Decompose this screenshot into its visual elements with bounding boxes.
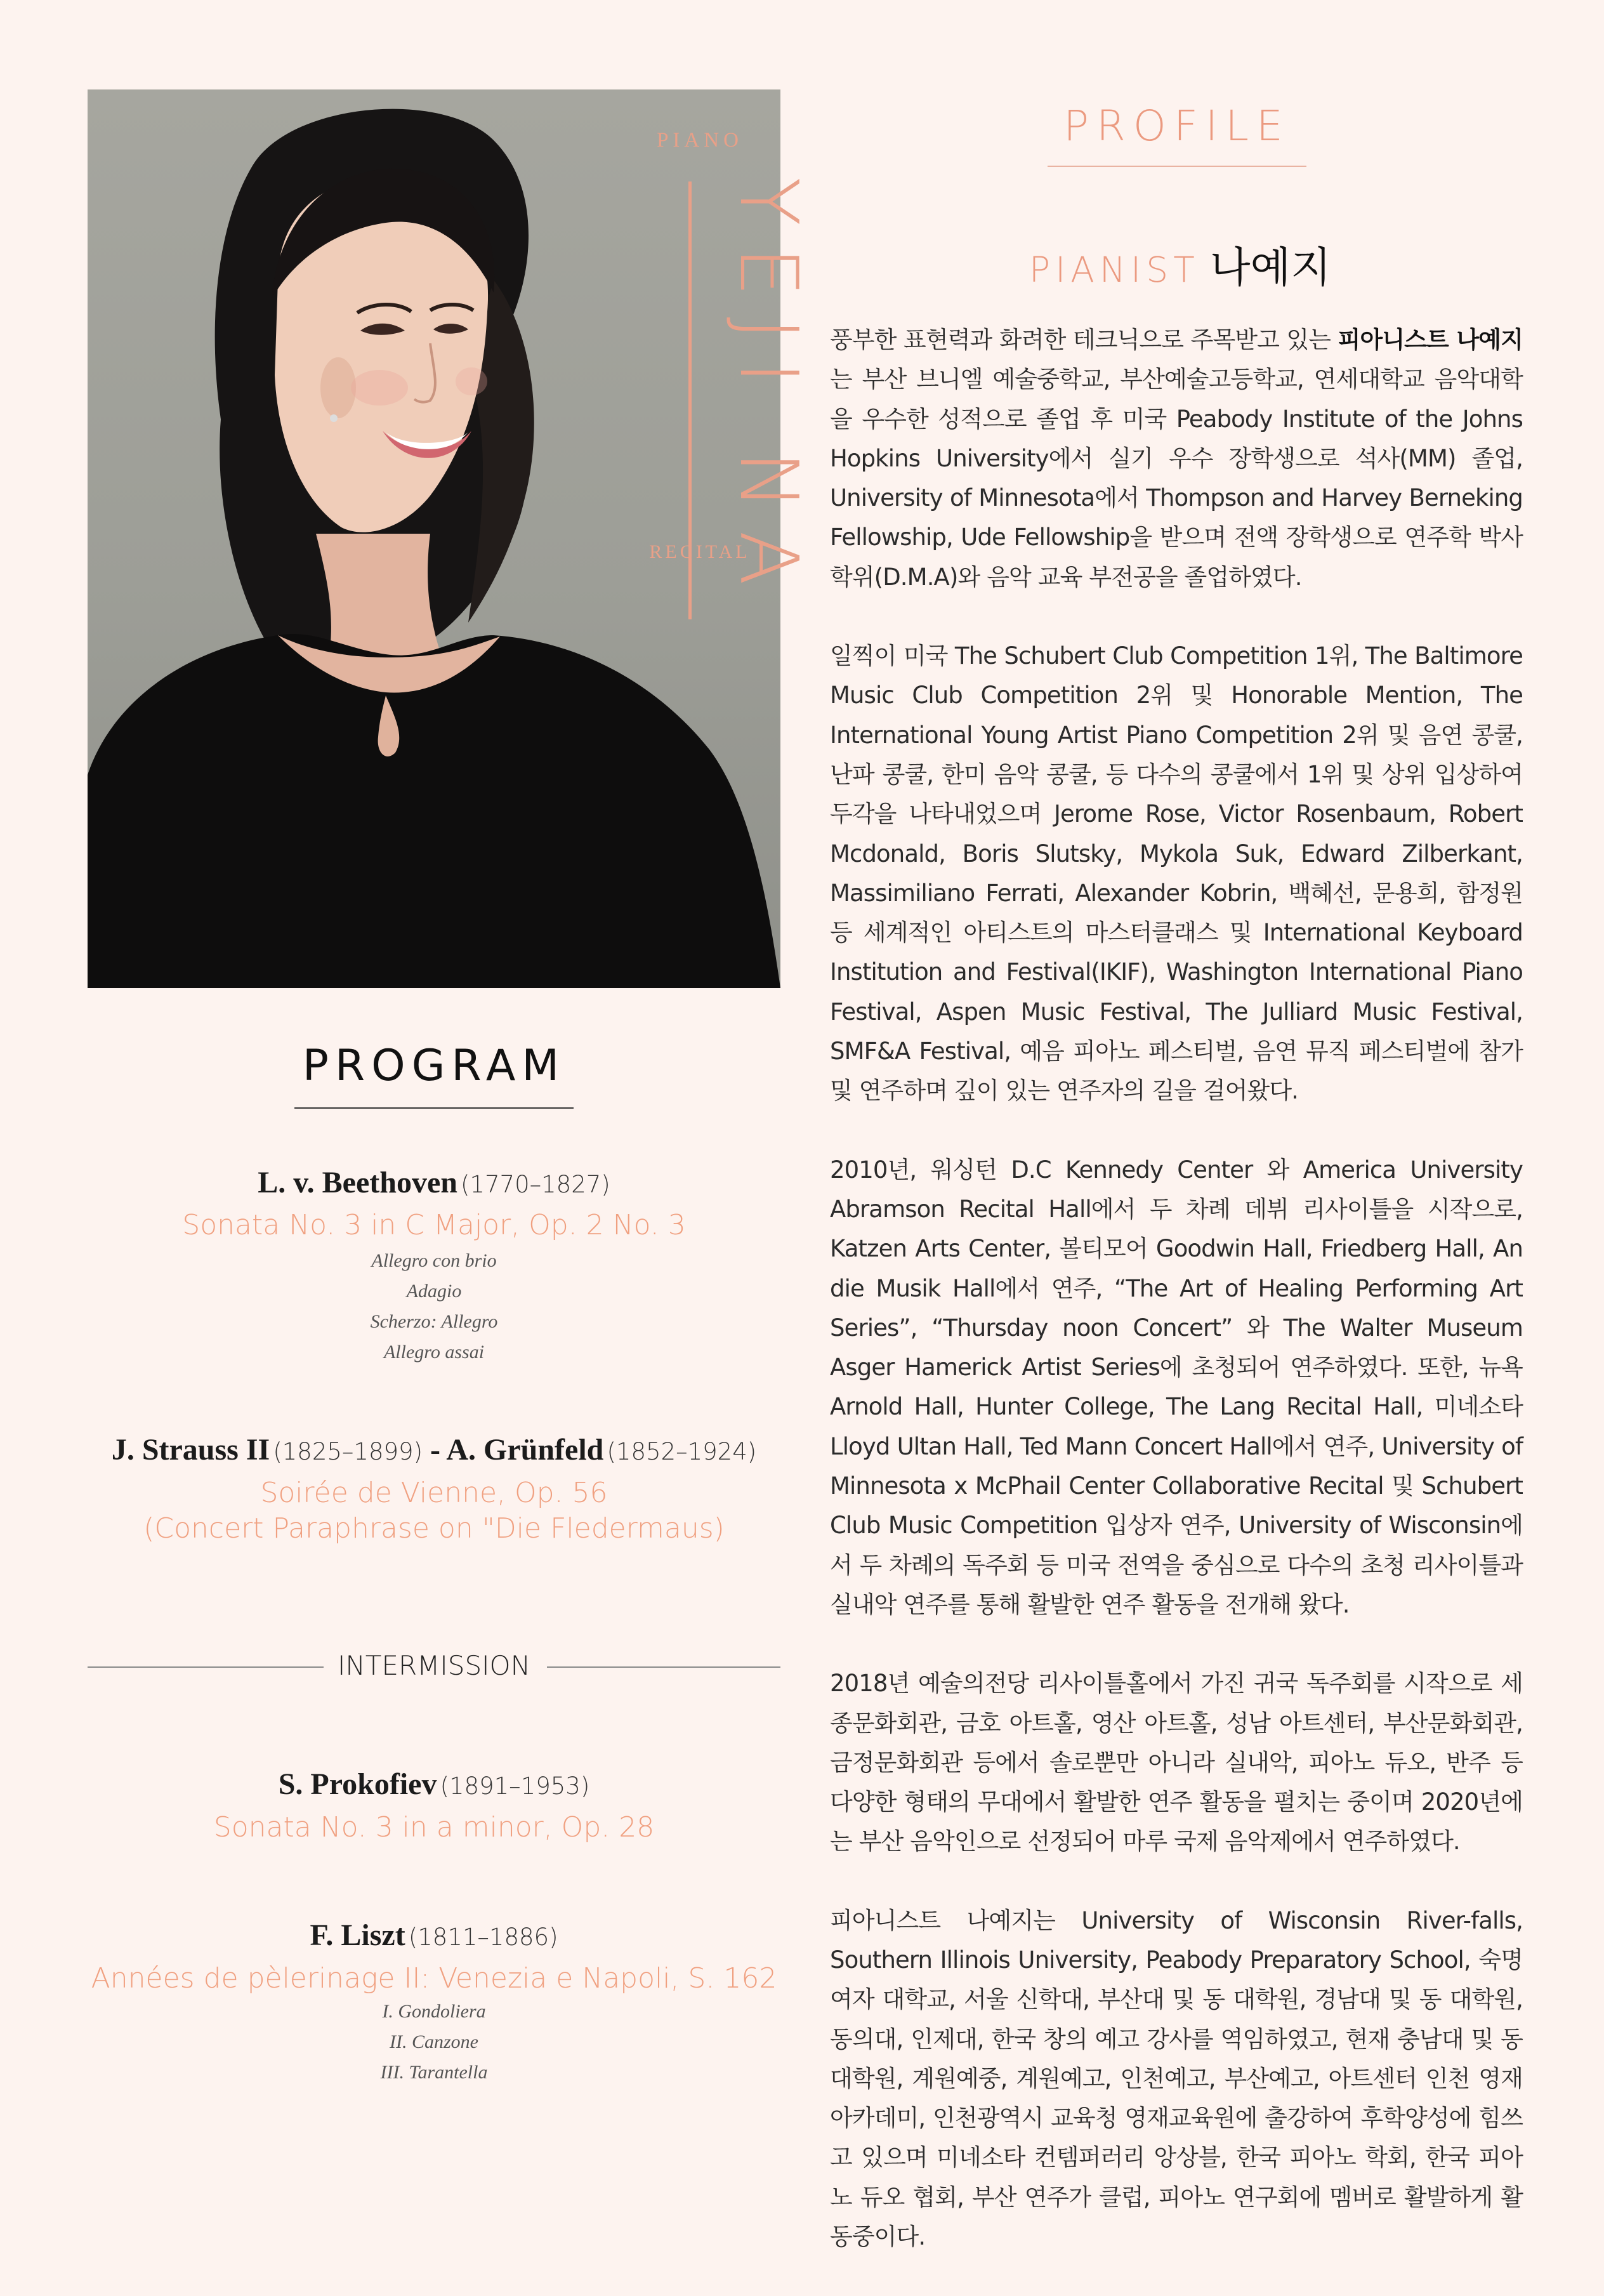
recital-label: RECITAL: [649, 541, 751, 562]
pianist-photo: [88, 89, 815, 988]
piano-label: PIANO: [657, 129, 743, 152]
piece-prokofiev: [88, 1765, 780, 1845]
bio-paragraph: [830, 320, 1523, 597]
piece-strauss-grunfeld: [88, 1431, 780, 1547]
bio-paragraph: 2010년, 워싱턴 D.C Kennedy Center 와 America University Abramson Recital Hall에서 두 차례 데뷔 리사이틀을 시작으로, Katzen Arts Center, 볼티모어 Goodwin Hall, Friedberg Hall, An die Musik Hall에서 연주, “The Art of Healing Performing Art Series”, “Thursday noon Concert” 와 The Walter Museum Asger Hamerick Artist Series에 초청되어 연주하였다. 또한, 뉴욕 Arnold Hall, Hunter College, The Lang Recital Hall, 미네소타 Lloyd Ultan Hall, Ted Mann Concert Hall에서 연주, University of Minnesota x McPhail Center Collaborative Recital 및 Schubert Club Music Competition 입상자 연주, University of Wisconsin에서 두 차례의 독주회 등 미국 전역을 중심으로 다수의 초청 리사이틀과 실내악 연주를 통해 활발한 연주 활동을 전개해 왔다.: [830, 1156, 1523, 1618]
program-title: PROGRAM: [302, 1041, 566, 1091]
profile-divider: [1048, 166, 1306, 167]
work-title: Soirée de Vienne, Op. 56: [260, 1477, 608, 1509]
movement: II. Canzone: [390, 2031, 478, 2052]
composer-name-2: A. Grünfeld: [446, 1433, 604, 1467]
biography: [830, 320, 1523, 2296]
pianist-name-vertical: YEJI NA: [722, 177, 815, 606]
bio-paragraph: 2018년 예술의전당 리사이틀홀에서 가진 귀국 독주회를 시작으로 세종문화회관, 금호 아트홀, 영산 아트홀, 성남 아트센터, 부산문화회관, 금정문화회관 등에서 솔로뿐만 아니라 실내악, 피아노 듀오, 반주 등 다양한 형태의 무대에서 활발한 연주 활동을 펼치는 중이며 2020년에는 부산 음악인으로 선정되어 마루 국제 음악제에서 연주하였다.: [830, 1670, 1523, 1856]
pianist-label: PIANIST: [1029, 249, 1200, 290]
composer-name: L. v. Beethoven: [258, 1166, 457, 1199]
portrait-illustration: [88, 89, 780, 988]
profile-title: PROFILE: [1063, 102, 1291, 150]
piece-liszt: [88, 1917, 780, 2088]
composer-name: S. Prokofiev: [278, 1767, 437, 1801]
composer-years-2: (1852–1924): [607, 1438, 757, 1465]
work-title: Années de pèlerinage II: Venezia e Napoli, S. 162: [91, 1962, 777, 1995]
intermission-label: INTERMISSION: [338, 1650, 530, 1681]
movement: Allegro assai: [383, 1342, 485, 1362]
program-section-2: [88, 1765, 780, 2088]
bio-paragraph: 일찍이 미국 The Schubert Club Competition 1위, The Baltimore Music Club Competition 2위 및 Honorable Mention, The International Young Artist Piano Competition 2위 및 음연 콩쿨, 난파 콩쿨, 한미 음악 콩쿨, 등 다수의 콩쿨에서 1위 및 상위 입상하여 두각을 나타내었으며 Jerome Rose, Victor Rosenbaum, Robert Mcdonald, Boris Slutsky, Mykola Suk, Edward Zilberkant, Massimiliano Ferrati, Alexander Kobrin, 백혜선, 문용희, 함정원 등 세계적인 아티스트의 마스터클래스 및 International Keyboard Institution and Festival(IKIF), Washington International Piano Festival, Aspen Music Festival, The Julliard Music Festival, SMF&A Festival, 예음 피아노 페스티벌, 음연 뮤직 페스티벌에 참가 및 연주하며 깊이 있는 연주자의 길을 걸어왔다.: [830, 642, 1523, 1105]
program-section: [88, 1041, 780, 1547]
movement: Allegro con brio: [371, 1250, 497, 1271]
composer-name: J. Strauss II: [111, 1433, 270, 1467]
movement: Adagio: [406, 1281, 462, 1302]
composer-separator: -: [423, 1433, 447, 1467]
movement: Scherzo: Allegro: [370, 1311, 498, 1332]
bio-text: 는 부산 브니엘 예술중학교, 부산예술고등학교, 연세대학교 음악대학을 우수한 성적으로 졸업 후 미국 Peabody Institute of the Johns Hopkins University에서 실기 우수 장학생으로 석사(MM) 졸업, University of Minnesota에서 Thompson and Harvey Berneking Fellowship, Ude Fellowship을 받으며 전액 장학생으로 연주학 박사학위(D.M.A)와 음악 교육 부전공을 졸업하였다.: [830, 366, 1523, 591]
bio-paragraph: 피아니스트 나예지는 University of Wisconsin River-falls, Southern Illinois University, Peabody Preparatory School, 숙명 여자 대학교, 서울 신학대, 부산대 및 동 대학원, 경남대 및 동 대학원, 동의대, 인제대, 한국 창의 예고 강사를 역임하였고, 현재 충남대 및 동 대학원, 계원예중, 계원예고, 인천예고, 부산예고, 아트센터 인천 영재 아카데미, 인천광역시 교육청 영재교육원에 출강하여 후학양성에 힘쓰고 있으며 미네소타 컨템퍼러리 앙상블, 한국 피아노 학회, 한국 피아노 듀오 협회, 부산 연주가 클럽, 피아노 연구회에 멤버로 활발하게 활동중이다.: [830, 1906, 1523, 2251]
bio-highlight: 피아니스트 나예지: [1338, 326, 1523, 353]
profile-header: [1047, 102, 1307, 167]
composer-years: (1825–1899): [273, 1438, 423, 1465]
composer-years: (1811–1886): [408, 1923, 558, 1951]
pianist-heading: [1015, 234, 1345, 294]
work-subtitle: (Concert Paraphrase on "Die Fledermaus): [143, 1512, 725, 1545]
program-divider: [294, 1107, 574, 1109]
movement: I. Gondoliera: [382, 2001, 486, 2022]
movement: III. Tarantella: [380, 2062, 488, 2083]
work-title: Sonata No. 3 in a minor, Op. 28: [213, 1811, 655, 1844]
composer-years: (1770–1827): [461, 1171, 610, 1198]
work-title: Sonata No. 3 in C Major, Op. 2 No. 3: [182, 1209, 686, 1241]
bio-text: 풍부한 표현력과 화려한 테크닉으로 주목받고 있는: [830, 326, 1338, 353]
piece-beethoven: [88, 1164, 780, 1368]
composer-years: (1891–1953): [440, 1772, 590, 1800]
composer-name: F. Liszt: [310, 1918, 405, 1952]
intermission-divider: [88, 1650, 780, 1693]
pianist-name: 나예지: [1209, 243, 1332, 292]
